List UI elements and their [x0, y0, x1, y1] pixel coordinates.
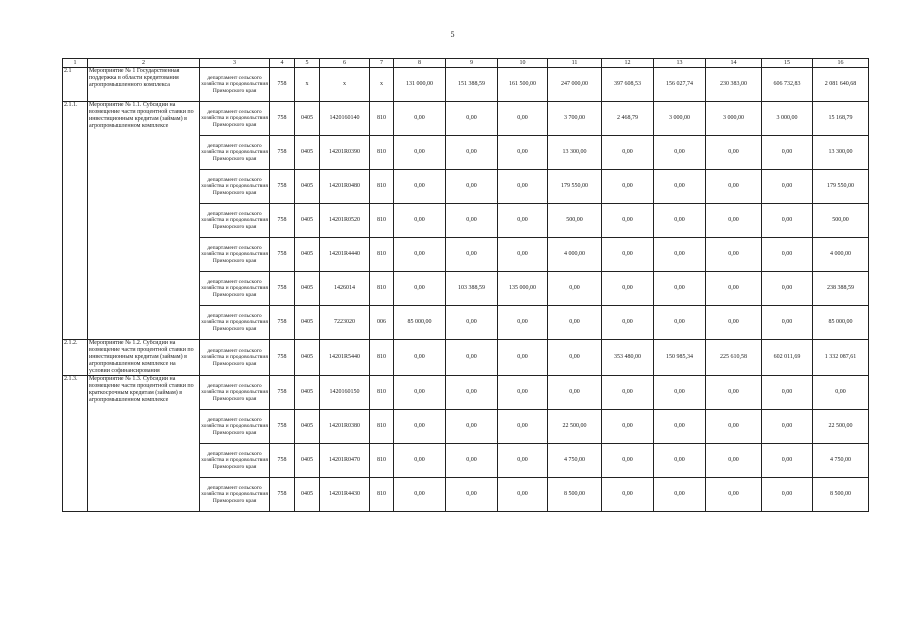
- value-cell-c11: 22 500,00: [548, 410, 602, 444]
- column-header-15: 15: [762, 59, 813, 68]
- value-cell-c16: 238 388,59: [813, 272, 869, 306]
- value-cell-c15: 606 732,83: [762, 68, 813, 102]
- column-header-9: 9: [446, 59, 498, 68]
- value-cell-c10: 0,00: [498, 238, 548, 272]
- value-cell-c6: х: [320, 68, 370, 102]
- value-cell-c10: 0,00: [498, 136, 548, 170]
- value-cell-c13: 0,00: [654, 272, 706, 306]
- value-cell-c7: 810: [370, 170, 394, 204]
- value-cell-c7: 810: [370, 204, 394, 238]
- value-cell-c8: 85 000,00: [394, 306, 446, 340]
- value-cell-c14: 0,00: [706, 238, 762, 272]
- value-cell-c5: 0405: [295, 410, 320, 444]
- value-cell-c11: 0,00: [548, 376, 602, 410]
- value-cell-c4: 758: [270, 272, 295, 306]
- value-cell-c12: 0,00: [602, 410, 654, 444]
- value-cell-c16: 22 500,00: [813, 410, 869, 444]
- value-cell-c15: 3 000,00: [762, 102, 813, 136]
- value-cell-c6: 14201R0390: [320, 136, 370, 170]
- value-cell-c10: 0,00: [498, 340, 548, 376]
- value-cell-c11: 0,00: [548, 272, 602, 306]
- value-cell-c12: 0,00: [602, 272, 654, 306]
- budget-table: [62, 58, 869, 512]
- value-cell-c4: 758: [270, 340, 295, 376]
- value-cell-c16: 8 500,00: [813, 478, 869, 512]
- value-cell-c16: 15 168,79: [813, 102, 869, 136]
- executor-cell: департамент сельского хозяйства и продовольствия Приморского края: [200, 340, 270, 376]
- value-cell-c8: 0,00: [394, 478, 446, 512]
- value-cell-c13: 0,00: [654, 306, 706, 340]
- value-cell-c6: 14201R5440: [320, 340, 370, 376]
- value-cell-c7: 810: [370, 238, 394, 272]
- value-cell-c6: 14201R0520: [320, 204, 370, 238]
- value-cell-c8: 0,00: [394, 340, 446, 376]
- value-cell-c10: 0,00: [498, 204, 548, 238]
- value-cell-c15: 0,00: [762, 376, 813, 410]
- value-cell-c9: 0,00: [446, 444, 498, 478]
- value-cell-c7: 810: [370, 136, 394, 170]
- value-cell-c8: 0,00: [394, 444, 446, 478]
- value-cell-c11: 247 000,00: [548, 68, 602, 102]
- value-cell-c13: 0,00: [654, 170, 706, 204]
- value-cell-c6: 7223020: [320, 306, 370, 340]
- value-cell-c7: 810: [370, 340, 394, 376]
- value-cell-c7: 810: [370, 102, 394, 136]
- value-cell-c15: 0,00: [762, 306, 813, 340]
- value-cell-c4: 758: [270, 68, 295, 102]
- value-cell-c4: 758: [270, 204, 295, 238]
- value-cell-c10: 0,00: [498, 478, 548, 512]
- value-cell-c15: 0,00: [762, 136, 813, 170]
- value-cell-c8: 0,00: [394, 376, 446, 410]
- value-cell-c4: 758: [270, 444, 295, 478]
- value-cell-c10: 0,00: [498, 102, 548, 136]
- value-cell-c4: 758: [270, 306, 295, 340]
- value-cell-c11: 0,00: [548, 340, 602, 376]
- value-cell-c5: х: [295, 68, 320, 102]
- value-cell-c8: 0,00: [394, 204, 446, 238]
- value-cell-c16: 85 000,00: [813, 306, 869, 340]
- value-cell-c9: 0,00: [446, 170, 498, 204]
- value-cell-c5: 0405: [295, 478, 320, 512]
- table-row: [63, 102, 869, 136]
- value-cell-c12: 2 468,79: [602, 102, 654, 136]
- executor-cell: департамент сельского хозяйства и продовольствия Приморского края: [200, 238, 270, 272]
- value-cell-c14: 0,00: [706, 204, 762, 238]
- value-cell-c14: 0,00: [706, 478, 762, 512]
- value-cell-c5: 0405: [295, 204, 320, 238]
- value-cell-c7: 810: [370, 376, 394, 410]
- value-cell-c12: 0,00: [602, 306, 654, 340]
- value-cell-c7: 810: [370, 272, 394, 306]
- value-cell-c9: 0,00: [446, 204, 498, 238]
- column-header-14: 14: [706, 59, 762, 68]
- value-cell-c11: 4 000,00: [548, 238, 602, 272]
- value-cell-c9: 103 388,59: [446, 272, 498, 306]
- value-cell-c12: 0,00: [602, 238, 654, 272]
- value-cell-c4: 758: [270, 410, 295, 444]
- column-header-16: 16: [813, 59, 869, 68]
- value-cell-c10: 135 000,00: [498, 272, 548, 306]
- value-cell-c15: 0,00: [762, 170, 813, 204]
- table-row: [63, 340, 869, 376]
- page-number: 5: [450, 30, 455, 39]
- value-cell-c13: 150 985,34: [654, 340, 706, 376]
- value-cell-c15: 0,00: [762, 444, 813, 478]
- table-body: [63, 68, 869, 512]
- value-cell-c5: 0405: [295, 272, 320, 306]
- value-cell-c13: 3 000,00: [654, 102, 706, 136]
- value-cell-c6: 14201R4430: [320, 478, 370, 512]
- value-cell-c5: 0405: [295, 444, 320, 478]
- value-cell-c5: 0405: [295, 102, 320, 136]
- value-cell-c11: 179 550,00: [548, 170, 602, 204]
- executor-cell: департамент сельского хозяйства и продовольствия Приморского края: [200, 272, 270, 306]
- value-cell-c8: 0,00: [394, 238, 446, 272]
- value-cell-c13: 0,00: [654, 478, 706, 512]
- value-cell-c5: 0405: [295, 170, 320, 204]
- executor-cell: департамент сельского хозяйства и продовольствия Приморского края: [200, 68, 270, 102]
- value-cell-c16: 2 081 640,68: [813, 68, 869, 102]
- column-header-5: 5: [295, 59, 320, 68]
- value-cell-c11: 0,00: [548, 306, 602, 340]
- value-cell-c9: 0,00: [446, 478, 498, 512]
- column-header-10: 10: [498, 59, 548, 68]
- column-header-6: 6: [320, 59, 370, 68]
- value-cell-c10: 0,00: [498, 306, 548, 340]
- value-cell-c12: 0,00: [602, 478, 654, 512]
- value-cell-c5: 0405: [295, 306, 320, 340]
- value-cell-c6: 1420160150: [320, 376, 370, 410]
- value-cell-c5: 0405: [295, 238, 320, 272]
- executor-cell: департамент сельского хозяйства и продовольствия Приморского края: [200, 478, 270, 512]
- item-name: Мероприятие № 1.3. Субсидии на возмещение части процентной ставки по краткосрочным кредитам (займам) в агропромышленном комплексе: [88, 376, 200, 512]
- executor-cell: департамент сельского хозяйства и продовольствия Приморского края: [200, 204, 270, 238]
- value-cell-c15: 0,00: [762, 272, 813, 306]
- value-cell-c9: 0,00: [446, 136, 498, 170]
- value-cell-c8: 0,00: [394, 272, 446, 306]
- value-cell-c16: 13 300,00: [813, 136, 869, 170]
- value-cell-c10: 0,00: [498, 444, 548, 478]
- value-cell-c13: 0,00: [654, 376, 706, 410]
- value-cell-c7: х: [370, 68, 394, 102]
- value-cell-c16: 1 332 087,61: [813, 340, 869, 376]
- value-cell-c7: 810: [370, 478, 394, 512]
- item-code: 2.1.3.: [63, 376, 88, 512]
- value-cell-c8: 0,00: [394, 410, 446, 444]
- executor-cell: департамент сельского хозяйства и продовольствия Приморского края: [200, 410, 270, 444]
- executor-cell: департамент сельского хозяйства и продовольствия Приморского края: [200, 444, 270, 478]
- value-cell-c4: 758: [270, 376, 295, 410]
- value-cell-c11: 4 750,00: [548, 444, 602, 478]
- value-cell-c4: 758: [270, 102, 295, 136]
- value-cell-c13: 0,00: [654, 204, 706, 238]
- executor-cell: департамент сельского хозяйства и продовольствия Приморского края: [200, 376, 270, 410]
- value-cell-c16: 4 000,00: [813, 238, 869, 272]
- value-cell-c14: 0,00: [706, 170, 762, 204]
- value-cell-c14: 0,00: [706, 306, 762, 340]
- value-cell-c12: 0,00: [602, 376, 654, 410]
- column-header-8: 8: [394, 59, 446, 68]
- value-cell-c5: 0405: [295, 136, 320, 170]
- item-name: Мероприятие № 1 Государственная поддержка в области кредитования агропромышленного комплекса: [88, 68, 200, 102]
- value-cell-c7: 006: [370, 306, 394, 340]
- column-header-13: 13: [654, 59, 706, 68]
- value-cell-c16: 4 750,00: [813, 444, 869, 478]
- value-cell-c14: 3 000,00: [706, 102, 762, 136]
- value-cell-c12: 0,00: [602, 170, 654, 204]
- value-cell-c6: 1420160140: [320, 102, 370, 136]
- value-cell-c13: 0,00: [654, 136, 706, 170]
- table-row: [63, 376, 869, 410]
- value-cell-c5: 0405: [295, 340, 320, 376]
- value-cell-c15: 0,00: [762, 238, 813, 272]
- value-cell-c9: 0,00: [446, 102, 498, 136]
- value-cell-c14: 0,00: [706, 444, 762, 478]
- value-cell-c4: 758: [270, 136, 295, 170]
- value-cell-c9: 0,00: [446, 376, 498, 410]
- executor-cell: департамент сельского хозяйства и продовольствия Приморского края: [200, 170, 270, 204]
- value-cell-c6: 14201R0380: [320, 410, 370, 444]
- value-cell-c8: 0,00: [394, 170, 446, 204]
- value-cell-c14: 0,00: [706, 136, 762, 170]
- value-cell-c15: 602 011,69: [762, 340, 813, 376]
- item-code: 2.1.2.: [63, 340, 88, 376]
- value-cell-c12: 353 480,00: [602, 340, 654, 376]
- column-header-12: 12: [602, 59, 654, 68]
- value-cell-c12: 0,00: [602, 204, 654, 238]
- value-cell-c5: 0405: [295, 376, 320, 410]
- value-cell-c15: 0,00: [762, 204, 813, 238]
- value-cell-c10: 0,00: [498, 410, 548, 444]
- value-cell-c12: 0,00: [602, 136, 654, 170]
- column-header-2: 2: [88, 59, 200, 68]
- value-cell-c7: 810: [370, 410, 394, 444]
- value-cell-c4: 758: [270, 238, 295, 272]
- value-cell-c6: 1426014: [320, 272, 370, 306]
- value-cell-c13: 0,00: [654, 238, 706, 272]
- value-cell-c10: 161 500,00: [498, 68, 548, 102]
- value-cell-c11: 8 500,00: [548, 478, 602, 512]
- value-cell-c8: 0,00: [394, 136, 446, 170]
- column-header-7: 7: [370, 59, 394, 68]
- value-cell-c16: 0,00: [813, 376, 869, 410]
- value-cell-c13: 0,00: [654, 444, 706, 478]
- value-cell-c14: 0,00: [706, 272, 762, 306]
- value-cell-c4: 758: [270, 170, 295, 204]
- value-cell-c4: 758: [270, 478, 295, 512]
- value-cell-c11: 500,00: [548, 204, 602, 238]
- value-cell-c10: 0,00: [498, 170, 548, 204]
- value-cell-c8: 131 000,00: [394, 68, 446, 102]
- value-cell-c12: 397 608,53: [602, 68, 654, 102]
- value-cell-c9: 0,00: [446, 340, 498, 376]
- item-name: Мероприятие № 1.1. Субсидии на возмещение части процентной ставки по инвестиционным кредитам (займам) в агропромышленном комплексе: [88, 102, 200, 340]
- value-cell-c11: 13 300,00: [548, 136, 602, 170]
- value-cell-c9: 151 388,59: [446, 68, 498, 102]
- value-cell-c16: 500,00: [813, 204, 869, 238]
- column-header-11: 11: [548, 59, 602, 68]
- value-cell-c6: 14201R0470: [320, 444, 370, 478]
- value-cell-c11: 3 700,00: [548, 102, 602, 136]
- value-cell-c12: 0,00: [602, 444, 654, 478]
- value-cell-c10: 0,00: [498, 376, 548, 410]
- column-header-1: 1: [63, 59, 88, 68]
- value-cell-c6: 14201R0480: [320, 170, 370, 204]
- value-cell-c7: 810: [370, 444, 394, 478]
- executor-cell: департамент сельского хозяйства и продовольствия Приморского края: [200, 136, 270, 170]
- value-cell-c9: 0,00: [446, 238, 498, 272]
- value-cell-c16: 179 550,00: [813, 170, 869, 204]
- value-cell-c15: 0,00: [762, 478, 813, 512]
- column-number-row: [63, 59, 869, 68]
- item-code: 2.1: [63, 68, 88, 102]
- value-cell-c9: 0,00: [446, 410, 498, 444]
- value-cell-c13: 0,00: [654, 410, 706, 444]
- value-cell-c6: 14201R4440: [320, 238, 370, 272]
- executor-cell: департамент сельского хозяйства и продовольствия Приморского края: [200, 306, 270, 340]
- value-cell-c14: 0,00: [706, 410, 762, 444]
- column-header-4: 4: [270, 59, 295, 68]
- value-cell-c14: 230 383,00: [706, 68, 762, 102]
- item-name: Мероприятие № 1.2. Субсидии на возмещение части процентной ставки по инвестиционным кредитам (займам) в агропромышленном комплексе на условии софинансирования: [88, 340, 200, 376]
- table-row: [63, 68, 869, 102]
- value-cell-c14: 0,00: [706, 376, 762, 410]
- item-code: 2.1.1.: [63, 102, 88, 340]
- column-header-3: 3: [200, 59, 270, 68]
- value-cell-c15: 0,00: [762, 410, 813, 444]
- value-cell-c9: 0,00: [446, 306, 498, 340]
- executor-cell: департамент сельского хозяйства и продовольствия Приморского края: [200, 102, 270, 136]
- value-cell-c8: 0,00: [394, 102, 446, 136]
- value-cell-c13: 156 027,74: [654, 68, 706, 102]
- value-cell-c14: 225 610,58: [706, 340, 762, 376]
